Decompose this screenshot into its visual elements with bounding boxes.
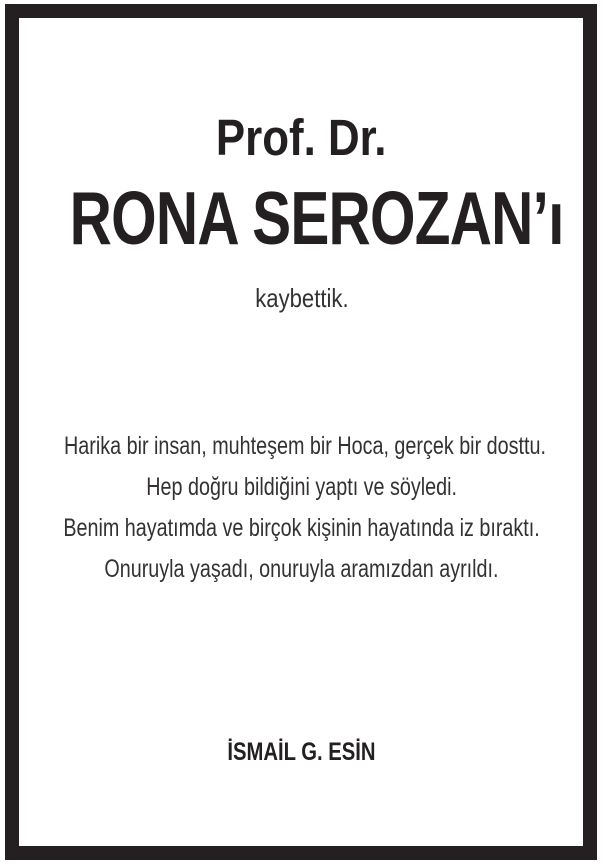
title-prefix	[0, 109, 603, 166]
title-prefix-text: Prof. Dr.	[216, 109, 387, 166]
subtitle-text: kaybettik.	[254, 283, 349, 313]
tribute-line-3: Benim hayatımda ve birçok kişinin hayatında iz bıraktı.	[63, 514, 540, 542]
signature-name	[0, 740, 603, 765]
tribute-line-1: Harika bir insan, muhteşem bir Hoca, gerçek bir dosttu.	[64, 432, 546, 460]
deceased-name	[0, 176, 603, 260]
tribute-line-4: Onuruyla yaşadı, onuruyla aramızdan ayrıldı.	[104, 555, 499, 583]
subtitle	[0, 285, 603, 311]
deceased-name-text: RONA SEROZAN’ı	[69, 176, 564, 260]
tribute-line-2: Hep doğru bildiğini yaptı ve söyledi.	[146, 473, 457, 501]
signature-text: İSMAİL G. ESİN	[227, 738, 376, 766]
tribute-text	[0, 426, 603, 590]
